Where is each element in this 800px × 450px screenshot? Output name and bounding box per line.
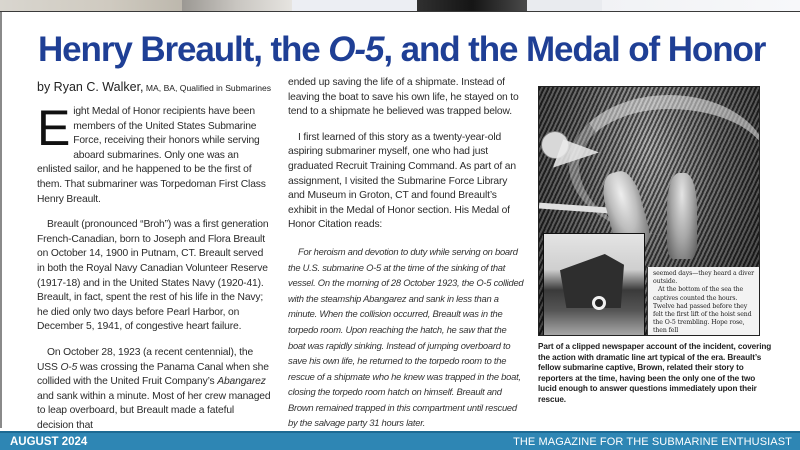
article-column-2 <box>288 76 524 431</box>
page-edge-rule <box>0 12 2 428</box>
paragraph-biography: Breault (pronounced “Broh”) was a first generation French-Canadian, born to Joseph and Flora Breault on October 14, 1900 in Putnam, CT. Breault served in both the Royal Navy Canadian Volunteer Reserve (1917-18) and in the United States Navy (1920-41). Breault, in fact, spent the rest of his life in the Navy; he died only two days before Pearl Harbor, on December 5, 1941, of congestive heart failure. <box>37 219 269 333</box>
title-text-end: , and the Medal of Honor <box>383 30 766 69</box>
author-credentials: MA, BA, Qualified in Submarines <box>143 83 272 93</box>
header-photo-strip <box>0 0 800 12</box>
author-name: by Ryan C. Walker, <box>37 80 144 94</box>
drop-cap: E <box>37 100 71 156</box>
image-caption: Part of a clipped newspaper account of the incident, covering the action with dramatic line art typical of the era. Breault’s fellow submarine captive, Brown, related their story to reporters at the time, having been the only one of the two lucid enough to answer questions immediately upon their rescue. <box>538 342 772 404</box>
paragraph-text: ight Medal of Honor recipients have been members of the United States Submarine Force, receiving their honors while serving aboard submarines. Only one was an enlisted sailor, and he happened to be the first of them. That submariner was Torpedoman First Class Henry Breault. <box>37 106 266 205</box>
issue-date: AUGUST 2024 <box>10 435 88 448</box>
article-column-1 <box>37 100 273 444</box>
header-photo-portrait <box>182 0 292 11</box>
header-photo-background <box>292 0 417 11</box>
header-photo-background-3 <box>602 0 800 11</box>
article-title <box>38 30 765 70</box>
paragraph-collision <box>37 346 273 434</box>
paragraph-intro <box>37 100 273 207</box>
ship-name: Abangarez <box>217 376 266 388</box>
clipping-paragraph: At the bottom of the sea the captives counted the hours. Twelve had passed before they felt the first lift of the hoist send the O-5 trembling. Hope rose, then fell <box>653 286 752 335</box>
newspaper-clipping-image <box>538 86 760 336</box>
title-ship-name: O-5 <box>328 30 384 69</box>
sailor-figure-2 <box>667 173 697 259</box>
page-footer <box>0 431 800 450</box>
title-text: Henry Breault, the <box>38 30 329 69</box>
paragraph-museum-visit: I first learned of this story as a twenty-year-old aspiring submariner myself, one who had just graduated Recruit Training Command. As part of an assignment, I visited the Submarine Force Library and Museum in Groton, CT and found Breault’s exhibit in the Medal of Honor section. His Medal of Honor Citation reads: <box>288 131 516 231</box>
paragraph-continuation: ended up saving the life of a shipmate. Instead of leaving the boat to save his own life, he stayed on to tend to a shipmate he believed was trapped below. <box>288 77 519 118</box>
header-photo-background-2 <box>527 0 602 11</box>
paragraph-text: was crossing the Panama Canal when she collided with the United Fruit Company’s <box>37 361 269 388</box>
byline <box>37 80 271 96</box>
submarine-hull-arch <box>569 95 760 235</box>
life-ring-icon <box>592 296 606 310</box>
ship-name: O-5 <box>60 361 78 373</box>
clipping-text <box>647 267 760 336</box>
clipping-paragraph: seemed days—they heard a diver outside. <box>653 270 754 286</box>
paragraph-text: and sank within a minute. Most of her crew managed to leap overboard, but Breault made a fateful decision that <box>37 390 271 431</box>
paragraph-text: On October 28, 1923 (a recent centennial), the USS <box>37 346 254 373</box>
magazine-tagline: THE MAGAZINE FOR THE SUBMARINE ENTHUSIAST <box>513 435 792 448</box>
header-photo-sailor <box>417 0 527 11</box>
header-photo-document <box>0 0 182 11</box>
ship-inset-illustration <box>543 233 645 336</box>
medal-citation-quote: For heroism and devotion to duty while serving on board the U.S. submarine O-5 at the time of the sinking of that vessel. On the morning of 28 October 1923, the O-5 collided with the steamship Abangarez and sank in less than a minute. When the collision occurred, Breault was in the torpedo room. Upon reaching the hatch, he saw that the boat was rapidly sinking. Instead of jumping overboard to save his own life, he returned to the torpedo room to the rescue of a shipmate who he knew was trapped in the boat, closing the torpedo room hatch on himself. Breault and Brown remained trapped in this compartment until rescued by the salvage party 31 hours later. <box>288 245 524 429</box>
